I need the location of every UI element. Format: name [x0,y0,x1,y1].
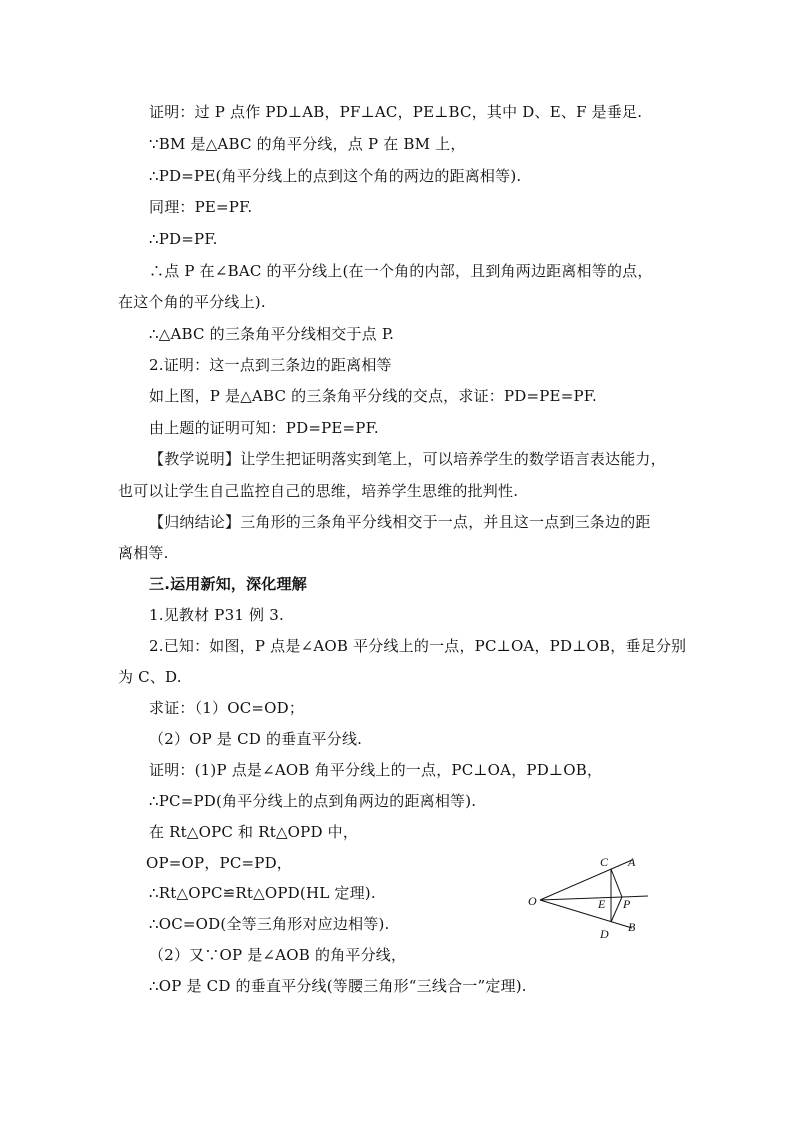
label-a: A [628,855,636,869]
text-line: ∴Rt△OPC≌Rt△OPD(HL 定理). [149,884,376,902]
text-line: 在这个角的平分线上). [118,293,266,311]
label-e: E [598,897,606,911]
text-line: 2.证明：这一点到三条边的距离相等 [149,356,392,374]
text-line: ∴OC=OD(全等三角形对应边相等). [149,915,390,933]
segment-pc [611,869,622,897]
text-line: 离相等. [118,544,169,562]
text-line: 由上题的证明可知：PD=PE=PF. [149,419,379,437]
text-line: ∴OP 是 CD 的垂直平分线(等腰三角形“三线合一”定理). [149,977,527,995]
text-line: 证明：过 P 点作 PD⊥AB，PF⊥AC，PE⊥BC，其中 D、E、F 是垂足. [149,103,643,121]
label-b: B [628,920,636,934]
text-line: 同理：PE=PF. [149,198,253,216]
text-line: 为 C、D. [118,668,182,686]
text-line: 【教学说明】让学生把证明落实到笔上，可以培养学生的数学语言表达能力， [149,450,666,468]
label-c: C [600,855,609,869]
section-heading: 三.运用新知，深化理解 [149,575,307,593]
text-line: ∵BM 是△ABC 的角平分线，点 P 在 BM 上， [149,135,466,153]
text-line: OP=OP，PC=PD， [146,854,293,872]
text-line: 求证：（1）OC=OD； [149,699,305,717]
text-line: 1.见教材 P31 例 3. [149,606,284,624]
text-line: （2）又∵OP 是∠AOB 的角平分线， [149,946,407,964]
ray-oa [540,860,632,900]
text-line: 2.已知：如图，P 点是∠AOB 平分线上的一点，PC⊥OA，PD⊥OB，垂足分别 [149,637,687,655]
label-o: O [528,894,537,908]
label-d: D [600,927,609,941]
label-p: P [623,897,631,911]
text-line: ∴点 P 在∠BAC 的平分线上(在一个角的内部，且到角两边距离相等的点， [149,262,653,280]
ray-ob [540,900,632,928]
text-line: 证明：(1)P 点是∠AOB 角平分线上的一点，PC⊥OA，PD⊥OB， [149,761,603,779]
text-line: 在 Rt△OPC 和 Rt△OPD 中， [149,823,359,841]
text-line: ∴△ABC 的三条角平分线相交于点 P. [149,325,395,343]
text-line: 如上图，P 是△ABC 的三条角平分线的交点，求证：PD=PE=PF. [149,387,598,405]
text-line: （2）OP 是 CD 的垂直平分线. [149,730,363,748]
segment-pd [611,897,622,922]
text-line: ∴PD=PF. [149,230,218,248]
text-line: ∴PD=PE(角平分线上的点到这个角的两边的距离相等). [149,167,522,185]
line-op [540,896,648,900]
text-line: 也可以让学生自己监控自己的思维，培养学生思维的批判性. [118,482,519,500]
text-line: ∴PC=PD(角平分线上的点到角两边的距离相等). [149,792,477,810]
text-line: 【归纳结论】三角形的三条角平分线相交于一点，并且这一点到三条边的距 [149,513,651,531]
geometry-figure [520,848,660,948]
